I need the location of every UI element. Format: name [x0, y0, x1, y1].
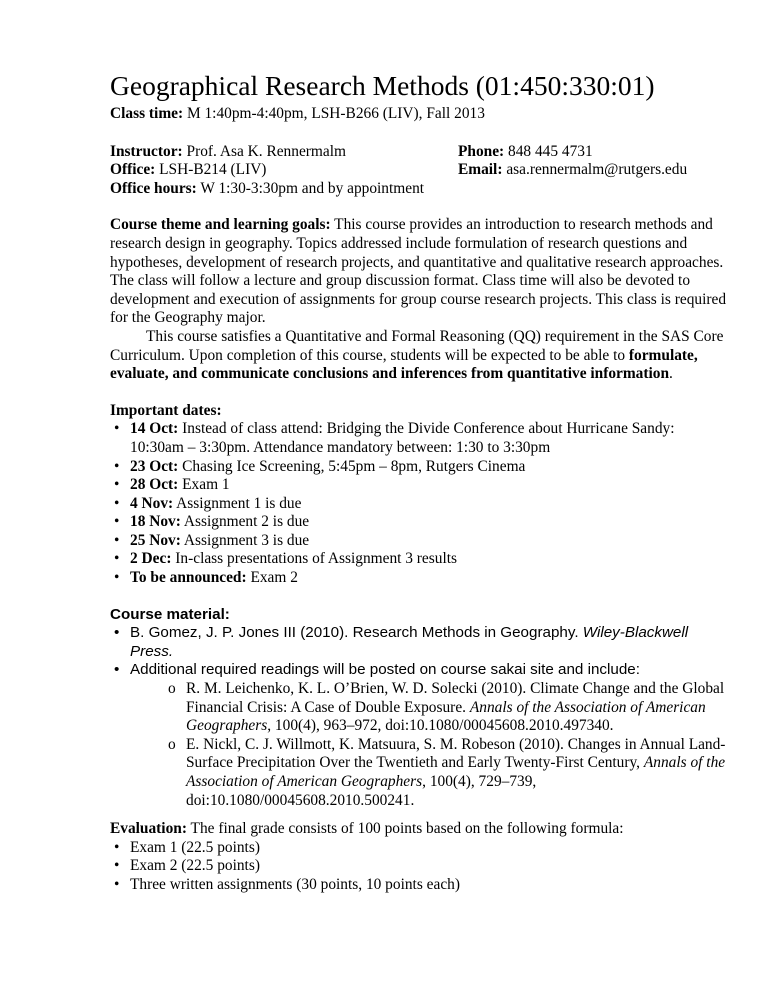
date-item — [110, 569, 730, 588]
textbook-publisher: Wiley-Blackwell Press. — [130, 624, 689, 660]
qq-paragraph — [110, 328, 730, 384]
qq-bold-text: formulate, evaluate, and communicate conclusions and inferences from quantitative information — [110, 346, 698, 383]
date-label: 18 Nov: — [130, 513, 181, 531]
office-line — [110, 161, 458, 180]
contact-block — [110, 143, 730, 199]
evaluation-list — [110, 839, 730, 895]
textbook-item — [110, 624, 730, 661]
date-label: 4 Nov: — [130, 494, 174, 512]
date-text: Assignment 3 is due — [180, 531, 310, 549]
date-text: Assignment 2 is due — [180, 513, 310, 531]
syllabus-page — [110, 70, 730, 895]
contact-left-column — [110, 143, 458, 199]
document-title: Geographical Research Methods (01:450:330:01) — [110, 70, 655, 101]
course-theme-paragraph — [110, 216, 730, 328]
evaluation-text: The final grade consists of 100 points based on the following formula: — [186, 820, 624, 838]
phone-line — [458, 143, 730, 162]
class-time-value: M 1:40pm-4:40pm, LSH-B266 (LIV), Fall 2013 — [183, 105, 485, 122]
date-text: Assignment 1 is due — [173, 494, 302, 512]
phone-label: Phone: — [458, 142, 505, 160]
date-text: In-class presentations of Assignment 3 results — [171, 550, 457, 568]
evaluation-label: Evaluation: — [110, 820, 187, 838]
reading-citation: E. Nickl, C. J. Willmott, K. Matsuura, S. M. Robeson (2010). Changes in Annual Land-Surface Precipitation Over the Twentieth and Early Twenty-First Century, — [186, 735, 726, 772]
office-label: Office: — [110, 161, 156, 179]
date-text: Instead of class attend: Bridging the Divide Conference about Hurricane Sandy: 10:30am – 3:30pm. Attendance mandatory between: 1:30 to 3:30pm — [130, 420, 675, 456]
email-value[interactable]: asa.rennermalm@rutgers.edu — [502, 161, 688, 179]
course-theme-text: This course provides an introduction to research methods and research design in geography. Topics addressed include formulation of research questions and hypotheses, development of research projects, and quantitative and qualitative research approaches. The class will follow a lecture and group discussion format. Class time will also be devoted to development and execution of assignments for group course research projects. This class is required for the Geography major. — [110, 216, 727, 327]
date-label: 2 Dec: — [130, 550, 172, 568]
date-item — [110, 420, 730, 457]
date-item — [110, 476, 730, 495]
evaluation-item: • Three written assignments (30 points, 10 points each) — [110, 876, 730, 895]
instructor-line — [110, 143, 458, 162]
instructor-label: Instructor: — [110, 142, 183, 160]
date-label: 14 Oct: — [130, 420, 179, 438]
email-label: Email: — [458, 161, 503, 179]
date-text: Exam 2 — [246, 569, 298, 587]
evaluation-item: • Exam 2 (22.5 points) — [110, 857, 730, 876]
class-time — [110, 105, 730, 124]
date-label: 25 Nov: — [130, 531, 181, 549]
office-hours-value: W 1:30-3:30pm and by appointment — [196, 179, 425, 197]
important-dates-heading: Important dates: — [110, 401, 222, 419]
qq-end: . — [669, 365, 673, 383]
course-material-heading: Course material: — [110, 605, 230, 623]
email-line — [458, 161, 730, 180]
textbook-text: B. Gomez, J. P. Jones III (2010). Research Methods in Geography. — [130, 624, 583, 642]
date-item — [110, 532, 730, 551]
reading-journal: Annals of the Association of American Geographers — [186, 698, 706, 735]
reading-item — [130, 736, 730, 810]
readings-list — [130, 680, 730, 810]
reading-citation: R. M. Leichenko, K. L. O’Brien, W. D. Solecki (2010). Climate Change and the Global Financial Crisis: A Case of Double Exposure. — [186, 680, 725, 716]
additional-readings-item — [110, 661, 730, 810]
date-label: 23 Oct: — [130, 457, 179, 475]
instructor-value: Prof. Asa K. Rennermalm — [182, 142, 346, 160]
reading-journal: Annals of the Association of American Geographers — [186, 754, 726, 790]
qq-text: This course satisfies a Quantitative and Formal Reasoning (QQ) requirement in the SAS Core Curriculum. Upon completion of this course, students will be expected to be able to — [110, 327, 724, 364]
evaluation-item: • Exam 1 (22.5 points) — [110, 839, 730, 858]
important-dates-list — [110, 420, 730, 587]
course-material-section — [110, 606, 730, 811]
date-label: To be announced: — [130, 569, 247, 587]
course-material-heading-line — [110, 606, 730, 625]
date-item — [110, 495, 730, 514]
date-item — [110, 458, 730, 477]
date-item — [110, 550, 730, 569]
additional-readings-text: Additional required readings will be posted on course sakai site and include: — [130, 661, 640, 679]
phone-value: 848 445 4731 — [504, 142, 593, 160]
class-time-label: Class time: — [110, 105, 184, 122]
date-label: 28 Oct: — [130, 476, 179, 494]
evaluation-section — [110, 820, 730, 894]
date-text: Chasing Ice Screening, 5:45pm – 8pm, Rutgers Cinema — [178, 457, 526, 475]
course-theme-label: Course theme and learning goals: — [110, 216, 331, 234]
contact-right-column — [458, 143, 730, 199]
evaluation-line — [110, 820, 730, 839]
date-text: Exam 1 — [178, 476, 230, 494]
course-material-list — [110, 624, 730, 810]
office-hours-label: Office hours: — [110, 179, 197, 197]
date-item — [110, 513, 730, 532]
office-hours-line — [110, 180, 458, 199]
important-dates-section — [110, 402, 730, 588]
reading-details: , 100(4), 729–739, doi:10.1080/00045608.2010.500241. — [186, 773, 537, 809]
reading-details: , 100(4), 963–972, doi:10.1080/00045608.2010.497340. — [267, 717, 614, 735]
office-value: LSH-B214 (LIV) — [155, 161, 267, 179]
reading-item — [130, 680, 730, 736]
